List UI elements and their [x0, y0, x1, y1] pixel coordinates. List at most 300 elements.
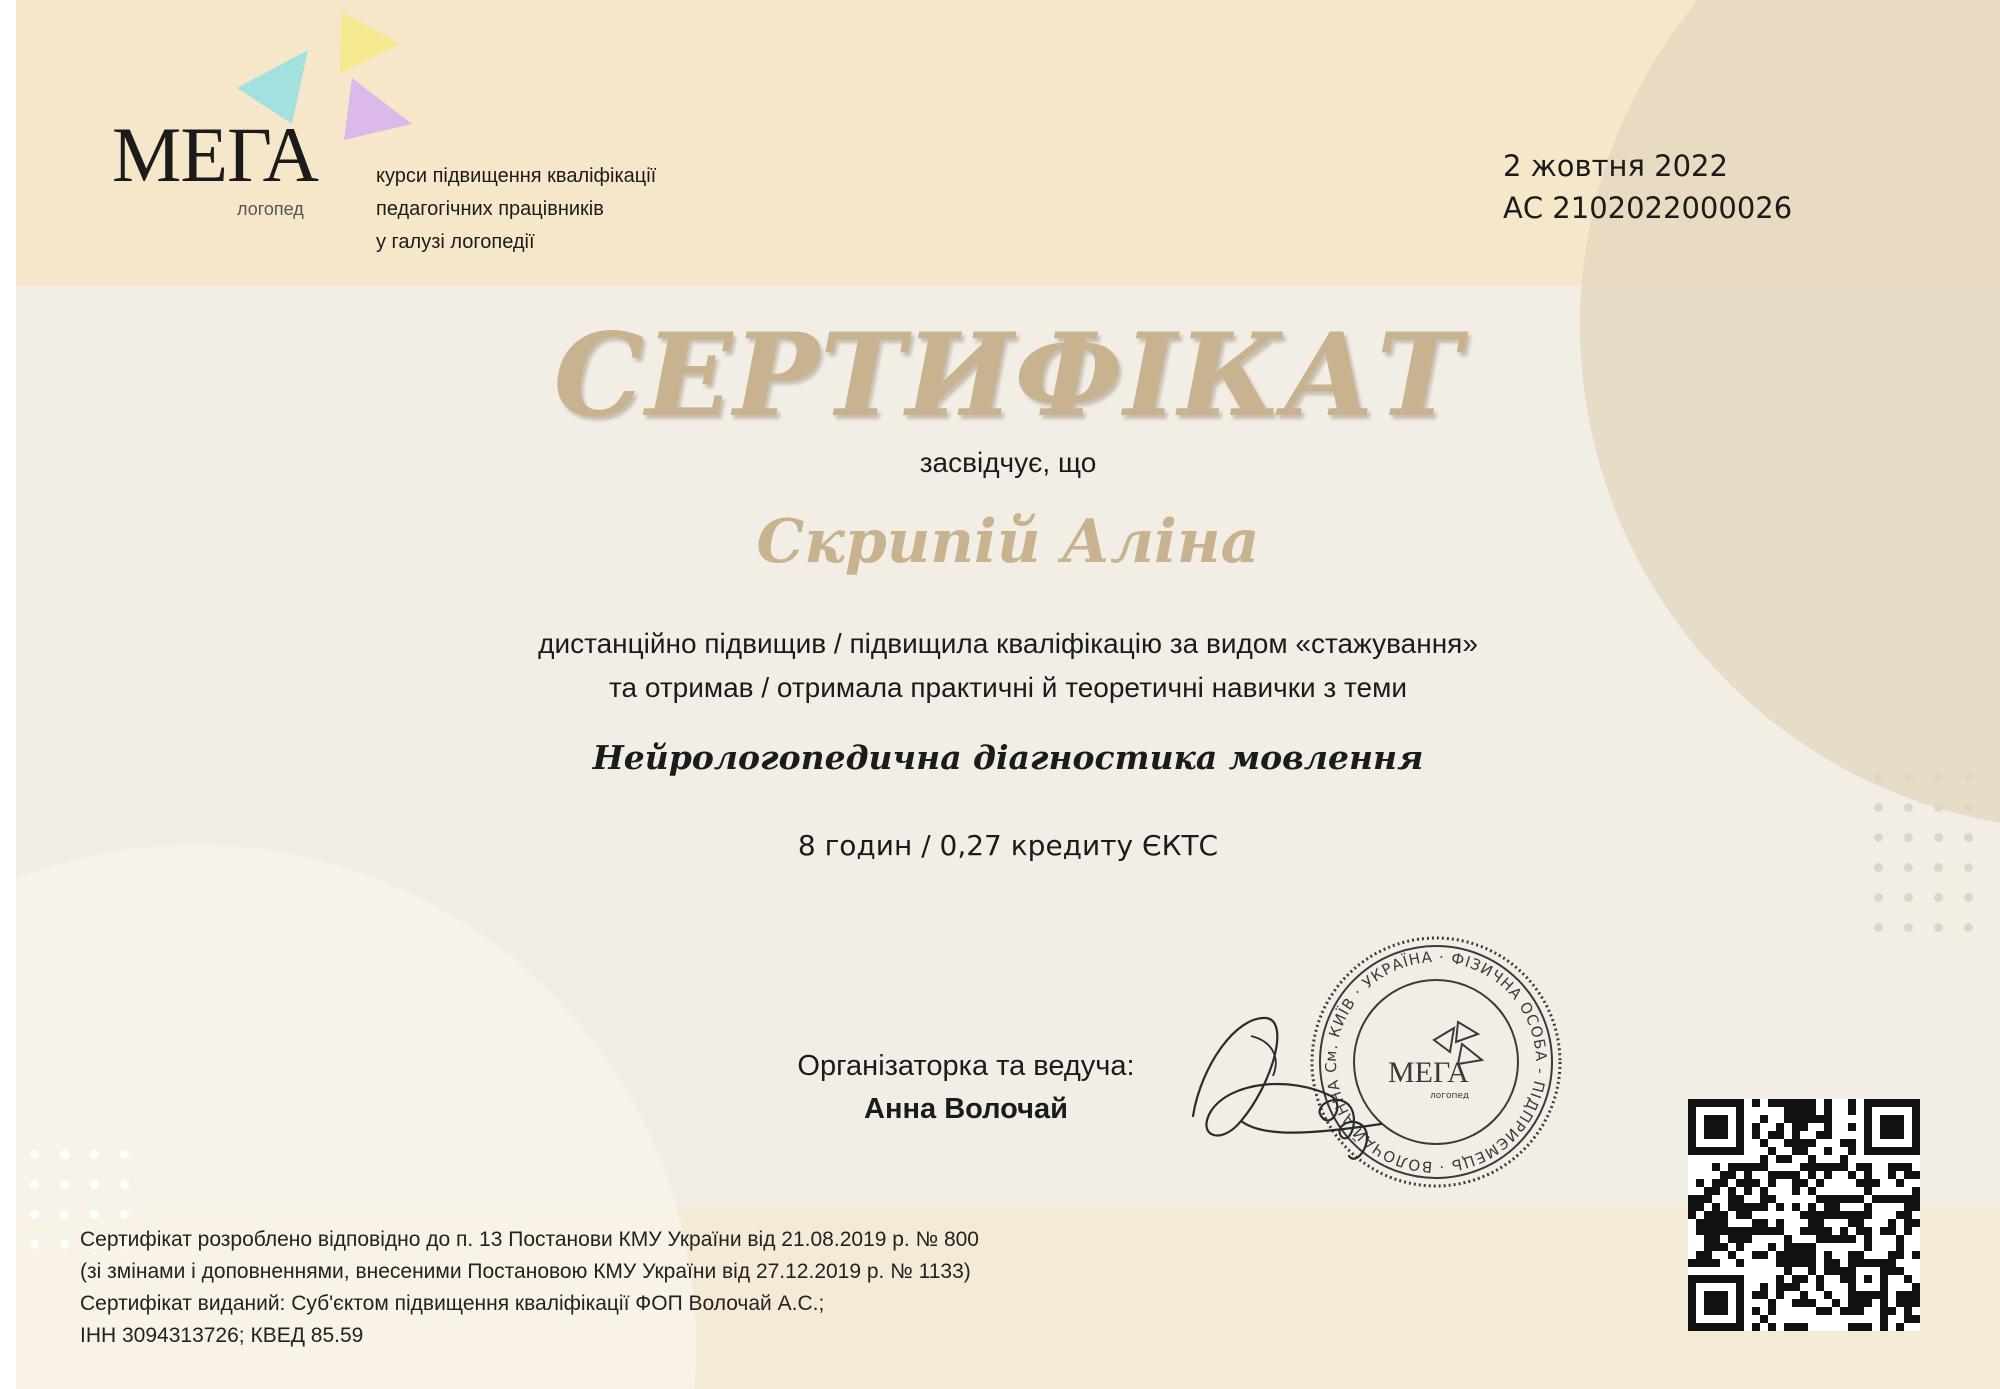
qr-module	[1720, 1211, 1728, 1219]
qr-module	[1696, 1227, 1704, 1235]
qr-module	[1888, 1227, 1896, 1235]
decor-dot	[60, 1210, 69, 1219]
qr-module	[1848, 1251, 1856, 1259]
qr-module	[1776, 1283, 1784, 1291]
decor-dot	[60, 1150, 69, 1159]
qr-module	[1792, 1203, 1800, 1211]
qr-module	[1864, 1211, 1872, 1219]
qr-module	[1760, 1187, 1768, 1195]
qr-module	[1800, 1123, 1808, 1131]
decor-dot	[30, 1210, 39, 1219]
qr-module	[1760, 1219, 1768, 1227]
qr-module	[1704, 1227, 1712, 1235]
qr-module	[1720, 1243, 1728, 1251]
qr-module	[1808, 1219, 1816, 1227]
qr-module	[1904, 1275, 1912, 1283]
qr-module	[1800, 1291, 1808, 1299]
qr-module	[1856, 1195, 1864, 1203]
qr-module	[1832, 1211, 1840, 1219]
decor-dot	[30, 1240, 39, 1249]
qr-module	[1736, 1235, 1744, 1243]
qr-module	[1824, 1123, 1832, 1131]
qr-module	[1800, 1099, 1808, 1107]
qr-module	[1840, 1139, 1848, 1147]
qr-module	[1824, 1235, 1832, 1243]
logo-triangle-lilac	[344, 78, 412, 140]
qr-module	[1888, 1195, 1896, 1203]
qr-module	[1872, 1179, 1880, 1187]
qr-module	[1792, 1259, 1800, 1267]
qr-module	[1824, 1163, 1832, 1171]
qr-module	[1832, 1163, 1840, 1171]
qr-module	[1856, 1211, 1864, 1219]
certificate-body	[16, 622, 2000, 710]
qr-module	[1776, 1259, 1784, 1267]
qr-module	[1904, 1203, 1912, 1211]
qr-module	[1696, 1203, 1704, 1211]
qr-module	[1824, 1171, 1832, 1179]
qr-module	[1824, 1251, 1832, 1259]
qr-module	[1824, 1147, 1832, 1155]
qr-module	[1808, 1107, 1816, 1115]
qr-module	[1912, 1283, 1920, 1291]
qr-module	[1784, 1243, 1792, 1251]
decor-dot	[60, 1240, 69, 1249]
qr-module	[1864, 1235, 1872, 1243]
course-hours: 8 годин / 0,27 кредиту ЄКТС	[797, 829, 1219, 862]
decor-dot	[1874, 773, 1883, 782]
body-line: та отримав / отримала практичні й теоретичні навички з теми	[609, 672, 1407, 703]
qr-module	[1864, 1275, 1872, 1283]
qr-module	[1888, 1251, 1896, 1259]
qr-module	[1824, 1227, 1832, 1235]
qr-module	[1760, 1251, 1768, 1259]
qr-module	[1744, 1163, 1752, 1171]
qr-module	[1912, 1299, 1920, 1307]
qr-module	[1792, 1131, 1800, 1139]
tagline-line: педагогічних працівників	[376, 198, 604, 220]
qr-module	[1840, 1267, 1848, 1275]
decor-dot	[1874, 803, 1883, 812]
qr-module	[1832, 1235, 1840, 1243]
seal-logo-sub: логопед	[1430, 1091, 1470, 1101]
qr-module	[1800, 1147, 1808, 1155]
decor-dot	[1964, 923, 1973, 932]
qr-module	[1768, 1299, 1776, 1307]
qr-module	[1880, 1307, 1888, 1315]
qr-module	[1792, 1243, 1800, 1251]
qr-module	[1688, 1203, 1696, 1211]
decor-dot	[1874, 923, 1883, 932]
qr-module	[1744, 1179, 1752, 1187]
decor-dot	[120, 1180, 129, 1189]
qr-module	[1824, 1259, 1832, 1267]
qr-module	[1912, 1315, 1920, 1323]
qr-module	[1776, 1227, 1784, 1235]
decor-dot	[1904, 863, 1913, 872]
decor-dot	[1904, 893, 1913, 902]
qr-module	[1784, 1259, 1792, 1267]
qr-module	[1888, 1307, 1896, 1315]
qr-module	[1792, 1299, 1800, 1307]
qr-module	[1696, 1195, 1704, 1203]
qr-module	[1768, 1131, 1776, 1139]
qr-module	[1832, 1259, 1840, 1267]
qr-module	[1720, 1219, 1728, 1227]
certifies-text: засвідчує, що	[919, 447, 1097, 478]
qr-module	[1856, 1251, 1864, 1259]
qr-module	[1816, 1163, 1824, 1171]
qr-module	[1768, 1179, 1776, 1187]
decor-dot	[1874, 893, 1883, 902]
decor-dot	[1934, 803, 1943, 812]
qr-module	[1704, 1291, 1728, 1315]
qr-module	[1784, 1139, 1792, 1147]
qr-module	[1776, 1203, 1784, 1211]
logo-wordmark: МЕГА	[112, 111, 318, 198]
qr-module	[1808, 1227, 1816, 1235]
qr-module	[1712, 1179, 1720, 1187]
qr-module	[1784, 1107, 1792, 1115]
seal-ring-text: м. КИЇВ · УКРАЇНА · ФІЗИЧНА ОСОБА - ПІДПРИЄМЕЦЬ · ВОЛОЧАЙ АННА С	[1321, 947, 1551, 1177]
qr-module	[1904, 1291, 1912, 1299]
qr-module	[1752, 1227, 1760, 1235]
qr-module	[1840, 1163, 1848, 1171]
qr-module	[1864, 1163, 1872, 1171]
qr-module	[1816, 1131, 1824, 1139]
qr-module	[1760, 1315, 1768, 1323]
qr-module	[1744, 1171, 1752, 1179]
qr-module	[1888, 1259, 1896, 1267]
qr-module	[1704, 1251, 1712, 1259]
decor-dot	[90, 1150, 99, 1159]
qr-module	[1688, 1195, 1696, 1203]
qr-module	[1824, 1307, 1832, 1315]
qr-module	[1808, 1099, 1816, 1107]
qr-module	[1864, 1243, 1872, 1251]
qr-module	[1792, 1171, 1800, 1179]
qr-module	[1704, 1115, 1728, 1139]
qr-module	[1792, 1099, 1800, 1107]
qr-module	[1840, 1227, 1848, 1235]
qr-module	[1808, 1251, 1816, 1259]
qr-module	[1792, 1251, 1800, 1259]
qr-module	[1856, 1219, 1864, 1227]
qr-module	[1848, 1195, 1856, 1203]
qr-module	[1824, 1267, 1832, 1275]
qr-module	[1784, 1235, 1792, 1243]
qr-module	[1912, 1251, 1920, 1259]
qr-module	[1696, 1179, 1704, 1187]
qr-module	[1792, 1187, 1800, 1195]
qr-module	[1864, 1203, 1872, 1211]
qr-module	[1904, 1163, 1912, 1171]
qr-module	[1824, 1195, 1832, 1203]
qr-module	[1888, 1219, 1896, 1227]
qr-module	[1848, 1307, 1856, 1315]
qr-module	[1856, 1307, 1864, 1315]
qr-module	[1808, 1155, 1816, 1163]
qr-module	[1800, 1107, 1808, 1115]
qr-module	[1800, 1227, 1808, 1235]
qr-module	[1792, 1283, 1800, 1291]
qr-module	[1816, 1179, 1824, 1187]
qr-module	[1752, 1219, 1760, 1227]
qr-module	[1904, 1315, 1912, 1323]
qr-module	[1896, 1323, 1904, 1331]
qr-module	[1784, 1267, 1792, 1275]
qr-module	[1848, 1139, 1856, 1147]
body-line: дистанційно підвищив / підвищила кваліфікацію за видом «стажування»	[538, 628, 1478, 659]
legal-line: Сертифікат виданий: Суб'єктом підвищення кваліфікації ФОП Волочай А.С.;	[80, 1292, 825, 1315]
qr-module	[1744, 1227, 1752, 1235]
qr-module	[1768, 1323, 1776, 1331]
qr-module	[1704, 1259, 1712, 1267]
qr-module	[1752, 1307, 1760, 1315]
qr-module	[1792, 1139, 1800, 1147]
qr-module	[1760, 1195, 1768, 1203]
decor-dot	[30, 1150, 39, 1159]
qr-module	[1896, 1243, 1904, 1251]
decor-dot	[1904, 803, 1913, 812]
qr-module	[1864, 1179, 1872, 1187]
qr-module	[1904, 1171, 1912, 1179]
qr-module	[1792, 1123, 1800, 1131]
qr-module	[1792, 1115, 1800, 1123]
decor-dot	[1964, 893, 1973, 902]
qr-module	[1848, 1171, 1856, 1179]
qr-module	[1808, 1267, 1816, 1275]
qr-module	[1848, 1107, 1856, 1115]
qr-module	[1760, 1155, 1768, 1163]
qr-module	[1888, 1171, 1896, 1179]
qr-module	[1848, 1299, 1856, 1307]
qr-module	[1752, 1323, 1760, 1331]
qr-module	[1776, 1131, 1784, 1139]
qr-module	[1736, 1179, 1744, 1187]
qr-module	[1744, 1235, 1752, 1243]
decor-dot	[30, 1180, 39, 1189]
qr-module	[1728, 1227, 1736, 1235]
qr-module	[1736, 1163, 1744, 1171]
qr-module	[1864, 1227, 1872, 1235]
qr-module	[1800, 1251, 1808, 1259]
qr-module	[1696, 1219, 1704, 1227]
qr-module	[1792, 1107, 1800, 1115]
organizer-name: Анна Волочай	[864, 1093, 1068, 1125]
qr-module	[1808, 1115, 1816, 1123]
qr-module	[1792, 1275, 1800, 1283]
qr-module	[1824, 1203, 1832, 1211]
issue-date: 2 жовтня 2022	[1503, 149, 1728, 183]
qr-module	[1808, 1163, 1816, 1171]
qr-module	[1768, 1307, 1776, 1315]
certificate-number: АС 2102022000026	[1503, 191, 1793, 225]
qr-module	[1784, 1099, 1792, 1107]
decor-dot	[90, 1210, 99, 1219]
qr-module	[1800, 1275, 1808, 1283]
qr-module	[1856, 1227, 1864, 1235]
qr-module	[1760, 1283, 1768, 1291]
qr-module	[1792, 1147, 1800, 1155]
qr-module	[1728, 1203, 1736, 1211]
qr-module	[1808, 1243, 1816, 1251]
qr-module	[1896, 1163, 1904, 1171]
tagline-line: у галузі логопедії	[376, 231, 535, 253]
qr-module	[1912, 1171, 1920, 1179]
seal-logo-triangle	[1456, 1022, 1478, 1042]
qr-module	[1768, 1099, 1776, 1107]
qr-code[interactable]	[1688, 1099, 1920, 1331]
qr-module	[1840, 1155, 1848, 1163]
decor-dot	[1874, 863, 1883, 872]
qr-module	[1688, 1211, 1696, 1219]
qr-module	[1728, 1187, 1736, 1195]
qr-module	[1744, 1211, 1752, 1219]
qr-module	[1912, 1187, 1920, 1195]
certificate	[16, 0, 2000, 1389]
decor-dot	[1934, 863, 1943, 872]
qr-module	[1896, 1235, 1904, 1243]
qr-module	[1896, 1195, 1904, 1203]
qr-module	[1904, 1307, 1912, 1315]
decor-dot	[1904, 773, 1913, 782]
decor-dot	[90, 1180, 99, 1189]
course-topic: Нейрологопедична діагностика мовлення	[592, 738, 1424, 777]
qr-module	[1800, 1259, 1808, 1267]
qr-module	[1784, 1115, 1792, 1123]
qr-module	[1752, 1131, 1760, 1139]
qr-module	[1808, 1139, 1816, 1147]
legal-line: (зі змінами і доповненнями, внесеними Постановою КМУ України від 27.12.2019 р. № 1133)	[80, 1260, 971, 1283]
qr-module	[1784, 1155, 1792, 1163]
handwritten-signature	[1181, 996, 1391, 1171]
qr-module	[1688, 1259, 1696, 1267]
qr-module	[1704, 1243, 1712, 1251]
organizer-label: Організаторка та ведуча:	[797, 1050, 1135, 1082]
qr-module	[1816, 1211, 1824, 1219]
qr-module	[1752, 1179, 1760, 1187]
qr-module	[1880, 1299, 1888, 1307]
qr-module	[1816, 1195, 1824, 1203]
qr-module	[1896, 1291, 1904, 1299]
qr-module	[1720, 1171, 1728, 1179]
decor-dot	[1964, 773, 1973, 782]
qr-module	[1768, 1147, 1776, 1155]
qr-module	[1760, 1291, 1768, 1299]
qr-module	[1744, 1203, 1752, 1211]
qr-module	[1808, 1259, 1816, 1267]
qr-module	[1752, 1203, 1760, 1211]
qr-module	[1896, 1251, 1904, 1259]
certificate-title: СЕРТИФІКАТ	[553, 308, 1463, 442]
qr-module	[1848, 1099, 1856, 1107]
qr-module	[1896, 1267, 1904, 1275]
qr-module	[1808, 1187, 1816, 1195]
qr-module	[1816, 1275, 1824, 1283]
qr-module	[1880, 1227, 1888, 1235]
qr-module	[1880, 1195, 1888, 1203]
qr-module	[1848, 1211, 1856, 1219]
qr-module	[1736, 1195, 1744, 1203]
qr-module	[1728, 1195, 1736, 1203]
qr-module	[1816, 1219, 1824, 1227]
qr-module	[1888, 1267, 1896, 1275]
qr-module	[1760, 1203, 1768, 1211]
tagline-line: курси підвищення кваліфікації	[376, 165, 657, 187]
qr-module	[1912, 1203, 1920, 1211]
qr-module	[1912, 1291, 1920, 1299]
qr-module	[1824, 1107, 1832, 1115]
qr-module	[1824, 1291, 1832, 1299]
qr-module	[1704, 1235, 1712, 1243]
qr-module	[1752, 1099, 1760, 1107]
qr-module	[1752, 1251, 1760, 1259]
logo-triangle-yellow	[340, 12, 400, 74]
qr-module	[1712, 1259, 1720, 1267]
qr-module	[1840, 1307, 1848, 1315]
decor-dot	[120, 1210, 129, 1219]
qr-module	[1832, 1299, 1840, 1307]
qr-module	[1912, 1219, 1920, 1227]
qr-module	[1792, 1323, 1800, 1331]
qr-module	[1776, 1155, 1784, 1163]
qr-module	[1752, 1163, 1760, 1171]
qr-module	[1832, 1195, 1840, 1203]
qr-module	[1744, 1187, 1752, 1195]
decor-dot	[1964, 803, 1973, 812]
qr-module	[1784, 1283, 1792, 1291]
qr-module	[1848, 1123, 1856, 1131]
qr-module	[1768, 1243, 1776, 1251]
qr-module	[1840, 1211, 1848, 1219]
legal-line: Сертифікат розроблено відповідно до п. 13 Постанови КМУ України від 21.08.2019 р. № 800	[80, 1228, 979, 1251]
qr-module	[1880, 1115, 1904, 1139]
qr-module	[1760, 1115, 1768, 1123]
qr-module	[1904, 1195, 1912, 1203]
seal-logo-main: МЕГА	[1388, 1056, 1469, 1089]
qr-module	[1816, 1227, 1824, 1235]
qr-module	[1896, 1299, 1904, 1307]
qr-module	[1736, 1243, 1744, 1251]
qr-module	[1840, 1195, 1848, 1203]
qr-module	[1760, 1163, 1768, 1171]
qr-module	[1848, 1147, 1856, 1155]
qr-module	[1704, 1211, 1712, 1219]
qr-module	[1704, 1219, 1712, 1227]
decor-dot	[1934, 893, 1943, 902]
qr-module	[1776, 1291, 1784, 1299]
qr-module	[1800, 1139, 1808, 1147]
decor-dot	[1904, 923, 1913, 932]
qr-module	[1824, 1115, 1832, 1123]
recipient-name: Скрипій Аліна	[756, 507, 1260, 577]
qr-module	[1904, 1211, 1912, 1219]
qr-module	[1800, 1243, 1808, 1251]
qr-module	[1736, 1203, 1744, 1211]
qr-module	[1776, 1123, 1784, 1131]
qr-module	[1720, 1227, 1728, 1235]
decor-dot	[1934, 773, 1943, 782]
qr-module	[1712, 1211, 1720, 1219]
qr-module	[1864, 1171, 1872, 1179]
qr-module	[1712, 1219, 1720, 1227]
decor-dot	[1964, 863, 1973, 872]
qr-module	[1888, 1163, 1896, 1171]
qr-module	[1712, 1187, 1720, 1195]
qr-module	[1768, 1171, 1776, 1179]
qr-module	[1704, 1195, 1712, 1203]
